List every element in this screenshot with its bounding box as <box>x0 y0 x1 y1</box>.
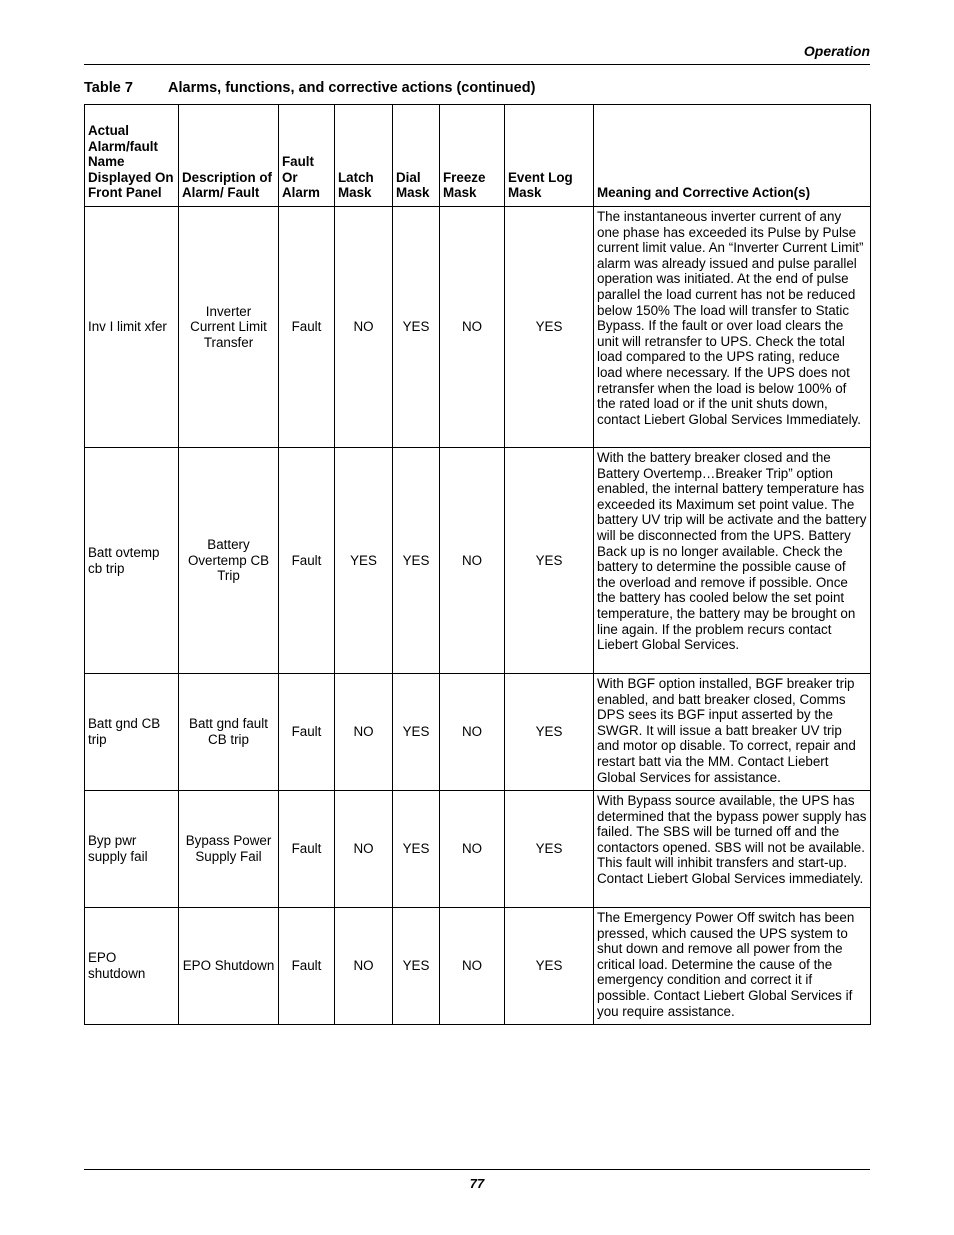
table-row <box>85 908 871 1025</box>
dial-mask-cell: YES <box>393 448 440 674</box>
table-row <box>85 448 871 674</box>
dial-mask-cell: YES <box>393 207 440 448</box>
alarms-table <box>84 104 871 1025</box>
latch-mask-cell: NO <box>335 908 393 1025</box>
header-rule <box>84 64 870 65</box>
event-log-mask-cell: YES <box>505 448 594 674</box>
table-title: Alarms, functions, and corrective actions (continued) <box>168 80 536 96</box>
column-header: Dial Mask <box>393 105 440 207</box>
type-cell: Fault <box>279 908 335 1025</box>
type-cell: Fault <box>279 207 335 448</box>
meaning-cell: With the battery breaker closed and the Battery Overtemp…Breaker Trip” option enabled, the internal battery temperature has exceeded its Maximum set point value. The battery UV trip will be activate and the battery will be disconnected from the UPS. Battery Back up is no longer available. Check the battery to determine the possible cause of the overload and remove if possible. Once the battery has cooled below the set point temperature, the battery may be brought on line again. If the problem recurs contact Liebert Global Services. <box>594 448 871 674</box>
alarm-name-cell: Inv I limit xfer <box>85 207 179 448</box>
table-caption <box>84 80 535 96</box>
column-header: Latch Mask <box>335 105 393 207</box>
section-header: Operation <box>803 43 870 59</box>
column-header: Meaning and Corrective Action(s) <box>594 105 871 207</box>
description-cell: Inverter Current Limit Transfer <box>179 207 279 448</box>
event-log-mask-cell: YES <box>505 674 594 791</box>
type-cell: Fault <box>279 791 335 908</box>
table-row <box>85 674 871 791</box>
dial-mask-cell: YES <box>393 674 440 791</box>
table-row <box>85 207 871 448</box>
meaning-cell: With Bypass source available, the UPS has determined that the bypass power supply has failed. The SBS will be turned off and the contactors opened. SBS will not be available. This fault will inhibit transfers and start-up. Contact Liebert Global Services immediately. <box>594 791 871 908</box>
column-header: Actual Alarm/fault Name Displayed On Front Panel <box>85 105 179 207</box>
latch-mask-cell: YES <box>335 448 393 674</box>
freeze-mask-cell: NO <box>440 448 505 674</box>
freeze-mask-cell: NO <box>440 908 505 1025</box>
description-cell: Battery Overtemp CB Trip <box>179 448 279 674</box>
latch-mask-cell: NO <box>335 207 393 448</box>
freeze-mask-cell: NO <box>440 791 505 908</box>
page-number: 77 <box>469 1176 485 1191</box>
alarm-name-cell: EPO shutdown <box>85 908 179 1025</box>
type-cell: Fault <box>279 674 335 791</box>
event-log-mask-cell: YES <box>505 908 594 1025</box>
description-cell: Batt gnd fault CB trip <box>179 674 279 791</box>
event-log-mask-cell: YES <box>505 791 594 908</box>
table-number: Table 7 <box>84 80 133 96</box>
alarm-name-cell: Batt gnd CB trip <box>85 674 179 791</box>
meaning-cell: With BGF option installed, BGF breaker trip enabled, and batt breaker closed, Comms DPS sees its BGF input asserted by the SWGR. It will issue a batt breaker UV trip and motor op disable. To correct, repair and restart batt via the MM. Contact Liebert Global Services for assistance. <box>594 674 871 791</box>
freeze-mask-cell: NO <box>440 207 505 448</box>
description-cell: Bypass Power Supply Fail <box>179 791 279 908</box>
meaning-cell: The instantaneous inverter current of any one phase has exceeded its Pulse by Pulse current limit value. An “Inverter Current Limit” alarm was already issued and pulse parallel operation was initiated. At the end of pulse parallel the load current has not be reduced below 150% The load will transfer to Static Bypass. If the fault or over load clears the unit will retransfer to UPS. Check the total load compared to the UPS rating, reduce load where necessary. If the UPS does not retransfer when the load is below 100% of the rated load or if the unit shuts down, contact Liebert Global Services Immediately. <box>594 207 871 448</box>
meaning-cell: The Emergency Power Off switch has been pressed, which caused the UPS system to shut down and remove all power from the critical load. Determine the cause of the emergency condition and correct it if possible. Contact Liebert Global Services if you require assistance. <box>594 908 871 1025</box>
alarm-name-cell: Batt ovtemp cb trip <box>85 448 179 674</box>
latch-mask-cell: NO <box>335 674 393 791</box>
column-header: Fault Or Alarm <box>279 105 335 207</box>
dial-mask-cell: YES <box>393 791 440 908</box>
type-cell: Fault <box>279 448 335 674</box>
latch-mask-cell: NO <box>335 791 393 908</box>
table-header-row <box>85 105 871 207</box>
description-cell: EPO Shutdown <box>179 908 279 1025</box>
footer-rule <box>84 1169 870 1170</box>
event-log-mask-cell: YES <box>505 207 594 448</box>
dial-mask-cell: YES <box>393 908 440 1025</box>
column-header: Freeze Mask <box>440 105 505 207</box>
table-row <box>85 791 871 908</box>
freeze-mask-cell: NO <box>440 674 505 791</box>
column-header: Event Log Mask <box>505 105 594 207</box>
column-header: Description of Alarm/ Fault <box>179 105 279 207</box>
alarm-name-cell: Byp pwr supply fail <box>85 791 179 908</box>
